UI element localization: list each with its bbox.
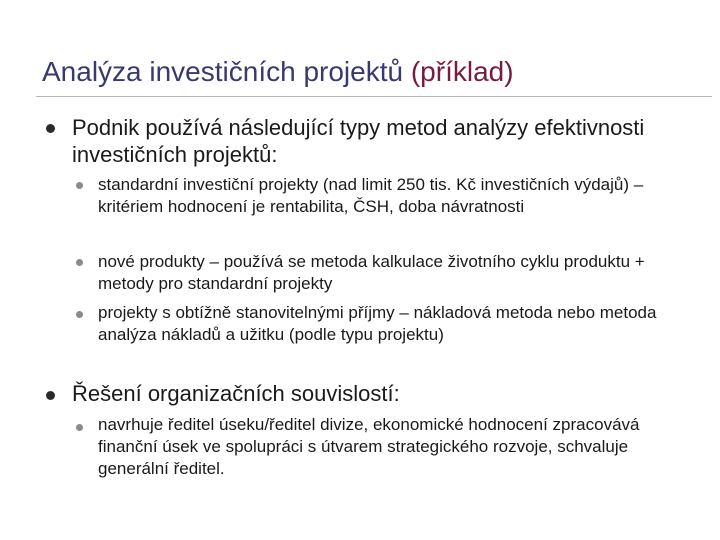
sub-bullet-dot-icon bbox=[76, 424, 83, 431]
title-main: Analýza investičních projektů bbox=[42, 56, 411, 87]
sub-bullet-text-1-1: standardní investiční projekty (nad limit 250 tis. Kč investičních výdajů) – kritériem hodnocení je rentabilita, ČSH, doba návratnosti bbox=[98, 175, 644, 216]
slide-title bbox=[42, 52, 514, 92]
sub-bullet-dot-icon bbox=[76, 259, 83, 266]
sub-bullet-text-2-1: navrhuje ředitel úseku/ředitel divize, ekonomické hodnocení zpracovává finanční úsek ve spolupráci s útvarem strategického rozvoje, schvaluje generální ředitel. bbox=[98, 415, 640, 478]
bullet-dot-icon bbox=[46, 391, 55, 400]
bullet-text-1: Podnik používá následující typy metod analýzy efektivnosti investičních projektů: bbox=[72, 115, 645, 167]
sub-bullet-dot-icon bbox=[76, 311, 83, 318]
title-accent: (příklad) bbox=[410, 56, 514, 87]
sub-bullet-text-1-2: nové produkty – používá se metoda kalkulace životního cyklu produktu + metody pro standardní projekty bbox=[98, 252, 645, 293]
title-divider bbox=[36, 96, 712, 97]
bullet-dot-icon bbox=[46, 124, 55, 133]
sub-bullet-text-1-3: projekty s obtížně stanovitelnými příjmy – nákladová metoda nebo metoda analýza nákladů a užitku (podle typu projektu) bbox=[98, 303, 657, 344]
bullet-text-2: Řešení organizačních souvislostí: bbox=[72, 381, 400, 406]
sub-bullet-dot-icon bbox=[76, 182, 83, 189]
